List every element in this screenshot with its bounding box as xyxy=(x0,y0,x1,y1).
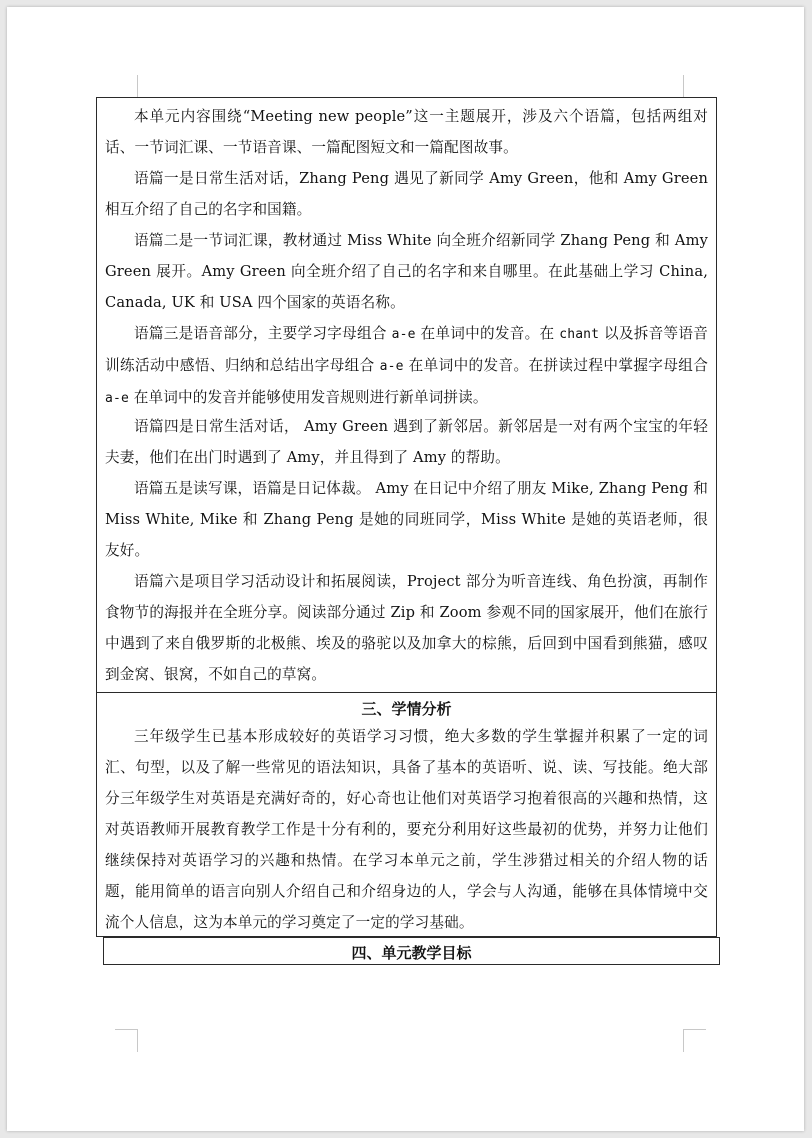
learner-analysis-cell xyxy=(96,692,717,937)
text-two-paragraph: 语篇二是一节词汇课，教材通过 Miss White 向全班介绍新同学 Zhang Peng 和 Amy Green 展开。Amy Green 向全班介绍了自己的名字和来自哪里。在此基础上学习 China, Canada, UK 和 USA 四个国家的英语名称。 xyxy=(105,232,708,311)
teaching-goals-header-cell xyxy=(103,937,720,965)
text-five-paragraph: 语篇五是读写课，语篇是日记体裁。 Amy 在日记中介绍了朋友 Mike, Zhang Peng 和 Miss White, Mike 和 Zhang Peng 是她的同班同学，Miss White 是她的英语老师，很友好。 xyxy=(105,480,708,559)
learner-analysis-heading: 三、学情分析 xyxy=(361,700,452,718)
intro-paragraph: 本单元内容围绕“Meeting new people”这一主题展开，涉及六个语篇，包括两组对话、一节词汇课、一节语音课、一篇配图短文和一篇配图故事。 xyxy=(105,108,708,156)
text-three-paragraph: 语篇三是语音部分，主要学习字母组合 a-e 在单词中的发音。在 chant 以及拆音等语音训练活动中感悟、归纳和总结出字母组合 a-e 在单词中的发音。在拼读过程中掌握字母组合 a-e 在单词中的发音并能够使用发音规则进行新单词拼读。 xyxy=(105,325,709,406)
crop-mark-bottom-left xyxy=(115,1029,138,1052)
crop-mark-top-right xyxy=(683,75,706,98)
text-four-paragraph: 语篇四是日常生活对话， Amy Green 遇到了新邻居。新邻居是一对有两个宝宝的年轻夫妻，他们在出门时遇到了 Amy，并且得到了 Amy 的帮助。 xyxy=(105,418,708,466)
crop-mark-bottom-right xyxy=(683,1029,706,1052)
learner-analysis-paragraph: 三年级学生已基本形成较好的英语学习习惯，绝大多数的学生掌握并积累了一定的词汇、句型，以及了解一些常见的语法知识，具备了基本的英语听、说、读、写技能。绝大部分三年级学生对英语是充满好奇的，好心奇也让他们对英语学习抱着很高的兴趣和热情，这对英语教师开展教育教学工作是十分有利的，要充分利用好这些最初的优势，并努力让他们继续保持对英语学习的兴趣和热情。在学习本单元之前，学生涉猎过相关的介绍人物的话题，能用简单的语言向别人介绍自己和介绍身边的人，学会与人沟通，能够在具体情境中交流个人信息，这为本单元的学习奠定了一定的学习基础。 xyxy=(105,728,708,931)
crop-mark-top-left xyxy=(115,75,138,98)
unit-content-cell xyxy=(96,97,717,693)
teaching-goals-heading: 四、单元教学目标 xyxy=(351,944,472,962)
text-one-paragraph: 语篇一是日常生活对话，Zhang Peng 遇见了新同学 Amy Green，他和 Amy Green 相互介绍了自己的名字和国籍。 xyxy=(105,170,708,218)
document-page xyxy=(7,7,804,1131)
text-six-paragraph: 语篇六是项目学习活动设计和拓展阅读，Project 部分为听音连线、角色扮演，再制作食物节的海报并在全班分享。阅读部分通过 Zip 和 Zoom 参观不同的国家展开，他们在旅行中遇到了来自俄罗斯的北极熊、埃及的骆驼以及加拿大的棕熊，后回到中国看到熊猫，感叹到金窝、银窝，不如自己的草窝。 xyxy=(105,573,708,683)
